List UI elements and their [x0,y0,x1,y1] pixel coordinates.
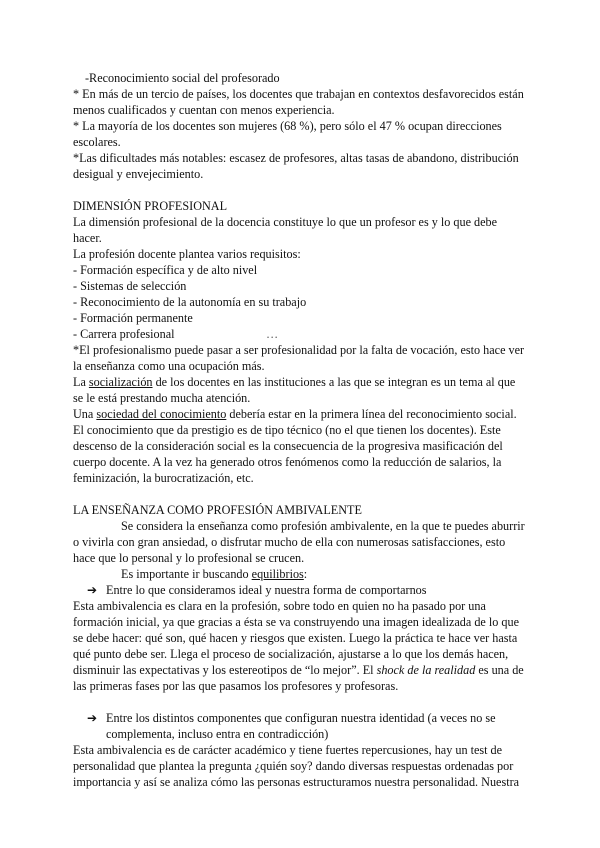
text-fragment: debería estar en la primera línea del reconocimiento social. El conocimiento que da prestigio es de tipo técnico (no el que tienen los docentes). Este descenso de la consideración social es la consecuencia de la progresiva masificación del cuerpo docente. A la vez ha generado otros fenómenos como la reducción de salarios, la feminización, la burocratización, etc. [73,407,517,485]
text-fragment: Una [73,407,97,421]
italic-term-shock: shock de la realidad [376,663,476,677]
text-fragment: La [73,375,89,389]
document-body [73,70,528,790]
section-title-ambivalente: LA ENSEÑANZA COMO PROFESIÓN AMBIVALENTE [73,503,362,517]
underlined-term-equilibrios: equilibrios [251,567,304,581]
requirement-text: - Carrera profesional [73,327,175,341]
text-fragment: Es importante ir buscando [121,567,252,581]
paragraph-ambivalente-intro [73,518,528,566]
bullet-contextos: * En más de un tercio de países, los docentes que trabajan en contextos desfavorecidos están menos cualificados y cuentan con menos experiencia. [73,87,524,117]
ellipsis-mark: ... [266,327,279,341]
section-title-dimension: DIMENSIÓN PROFESIONAL [73,199,228,213]
arrow-item-ideal [73,582,528,598]
bullet-mujeres: * La mayoría de los docentes son mujeres (68 %), pero sólo el 47 % ocupan direcciones escolares. [73,119,502,149]
text-fragment: : [303,567,308,581]
spacer [73,182,528,198]
paragraph-equilibrios [73,566,528,582]
bullet-dificultades: *Las dificultades más notables: escasez de profesores, altas tasas de abandono, distribución desigual y envejecimiento. [73,151,519,181]
underlined-term-socializacion: socialización [88,375,153,389]
section-heading-reconocimiento: -Reconocimiento social del profesorado [85,71,280,85]
requirement-item: - Formación permanente [73,311,193,325]
text-fragment: Esta ambivalencia es clara en la profesión, sobre todo en quien no ha pasado por una formación inicial, ya que gracias a ésta se va construyendo una imagen idealizada de lo que se debe hacer: qué son, qué hacen y riesgos que existen. Luego la práctica te hace ver hasta qué punto debe ser. Llega el proceso de socialización, ajustarse a lo que los demás hacen, disminuir las expectativas y los estereotipos de “lo mejor”. El [73,599,520,677]
paragraph-socializacion [73,374,528,406]
spacer [73,694,528,710]
paragraph-personalidad: Esta ambivalencia es de carácter académico y tiene fuertes repercusiones, hay un test de personalidad que plantea la pregunta ¿quién soy? dando diversas respuestas ordenadas por importancia y así se analiza cómo las personas estructuramos nuestra personalidad. Nuestra [73,743,520,789]
paragraph-dimension-intro: La dimensión profesional de la docencia constituye lo que un profesor es y lo que debe hacer. [73,215,498,245]
arrow-item-text: Entre lo que consideramos ideal y nuestra forma de comportarnos [106,583,427,597]
spacer [73,486,528,502]
text-fragment: de los docentes en las instituciones a las que se integran es un tema al que se le está prestando mucha atención. [73,375,516,405]
arrow-right-icon: ➔ [87,711,98,725]
paragraph-shock-realidad [73,598,528,694]
text-fragment: Se considera la enseñanza como profesión ambivalente, en la que te puedes aburrir o vivirla con gran ansiedad, o disfrutar mucho de ella con numerosas satisfacciones, esto hace que lo personal y lo profesional se crucen. [73,519,525,565]
arrow-item-text: Entre los distintos componentes que configuran nuestra identidad (a veces no se complementa, incluso entra en contradicción) [106,711,496,741]
text-fragment: es una de las primeras fases por las que pasamos los profesores y profesoras. [73,663,524,693]
requirement-item: - Formación específica y de alto nivel [73,263,258,277]
paragraph-sociedad-conocimiento [73,406,528,486]
arrow-right-icon: ➔ [87,583,98,597]
paragraph-profesionalismo: *El profesionalismo puede pasar a ser profesionalidad por la falta de vocación, esto hace ver la enseñanza como una ocupación más. [73,343,525,373]
requirement-item: - Sistemas de selección [73,279,187,293]
underlined-term-sociedad: sociedad del conocimiento [96,407,227,421]
requirement-item: - Reconocimiento de la autonomía en su trabajo [73,295,307,309]
paragraph-requisitos: La profesión docente plantea varios requisitos: [73,247,301,261]
requirement-item-carrera [73,326,528,342]
arrow-item-identidad [73,710,528,742]
